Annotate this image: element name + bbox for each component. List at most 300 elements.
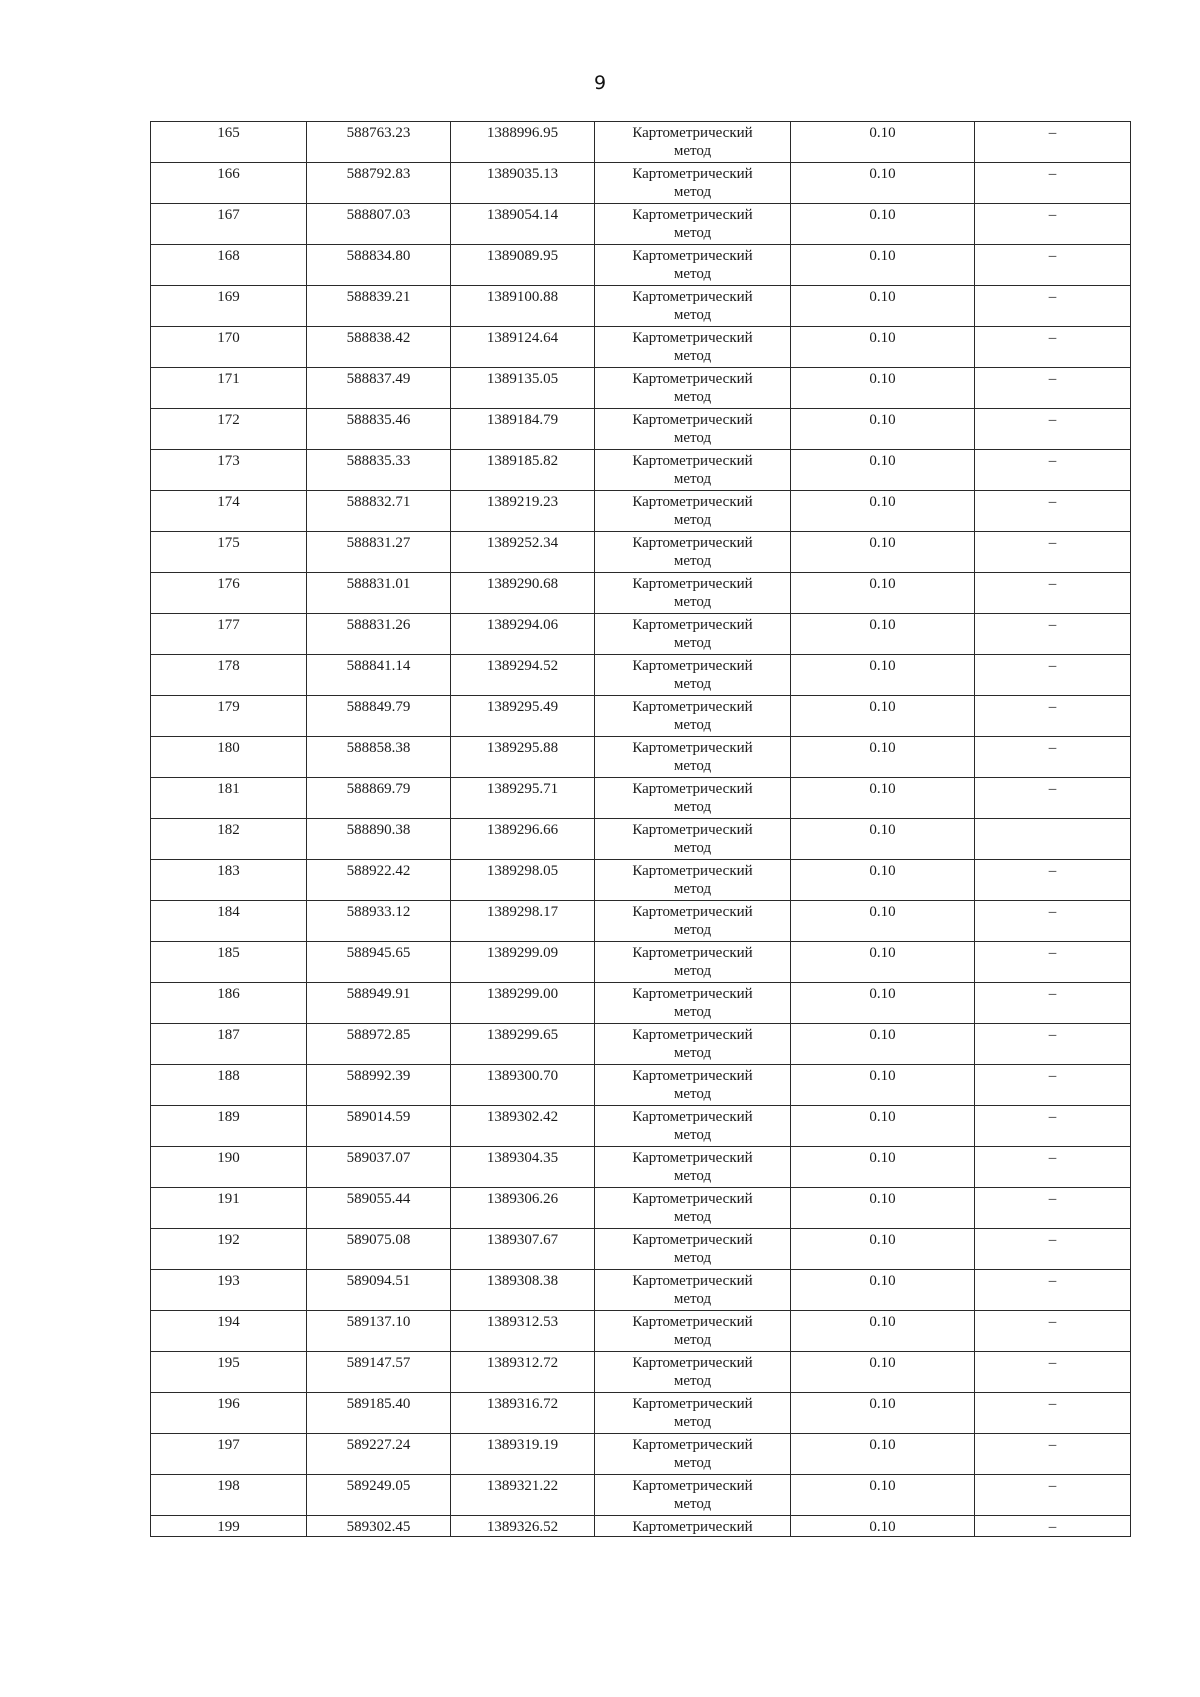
table-row <box>151 819 1131 860</box>
y-coordinate-cell: 1389306.26 <box>451 1188 595 1229</box>
y-coordinate-cell: 1389304.35 <box>451 1147 595 1188</box>
x-coordinate-cell: 588837.49 <box>307 368 451 409</box>
x-coordinate-cell: 588945.65 <box>307 942 451 983</box>
note-cell: – <box>975 1147 1131 1188</box>
point-number-cell: 168 <box>151 245 307 286</box>
note-cell: – <box>975 1393 1131 1434</box>
accuracy-cell: 0.10 <box>791 532 975 573</box>
accuracy-cell: 0.10 <box>791 819 975 860</box>
method-line-2: метод <box>673 471 712 487</box>
note-cell: – <box>975 204 1131 245</box>
x-coordinate-cell: 588831.27 <box>307 532 451 573</box>
method-cell <box>595 491 791 532</box>
method-line-2: метод <box>673 799 712 815</box>
x-coordinate-cell: 589249.05 <box>307 1475 451 1516</box>
point-number-cell: 195 <box>151 1352 307 1393</box>
point-number-cell: 167 <box>151 204 307 245</box>
x-coordinate-cell: 588922.42 <box>307 860 451 901</box>
x-coordinate-cell: 589147.57 <box>307 1352 451 1393</box>
accuracy-cell: 0.10 <box>791 778 975 819</box>
table-row <box>151 163 1131 204</box>
table-row <box>151 983 1131 1024</box>
method-line-1: Картометрический <box>632 822 753 838</box>
point-number-cell: 197 <box>151 1434 307 1475</box>
method-line-2: метод <box>673 389 712 405</box>
accuracy-cell: 0.10 <box>791 1106 975 1147</box>
method-line-1: Картометрический <box>632 1109 753 1125</box>
method-cell <box>595 1106 791 1147</box>
note-cell: – <box>975 122 1131 163</box>
method-line-1: Картометрический <box>632 1068 753 1084</box>
method-cell <box>595 942 791 983</box>
y-coordinate-cell: 1389124.64 <box>451 327 595 368</box>
note-cell: – <box>975 491 1131 532</box>
method-line-1: Картометрический <box>632 945 753 961</box>
point-number-cell: 178 <box>151 655 307 696</box>
method-line-2: метод <box>673 1455 712 1471</box>
table-row <box>151 532 1131 573</box>
table-row <box>151 1147 1131 1188</box>
accuracy-cell: 0.10 <box>791 286 975 327</box>
method-line-1: Картометрический <box>632 412 753 428</box>
method-cell <box>595 163 791 204</box>
method-cell <box>595 901 791 942</box>
y-coordinate-cell: 1389035.13 <box>451 163 595 204</box>
method-cell <box>595 409 791 450</box>
y-coordinate-cell: 1389326.52 <box>451 1516 595 1537</box>
method-line-1: Картометрический <box>632 494 753 510</box>
point-number-cell: 186 <box>151 983 307 1024</box>
table-row <box>151 1024 1131 1065</box>
point-number-cell: 191 <box>151 1188 307 1229</box>
note-cell: – <box>975 1516 1131 1537</box>
accuracy-cell: 0.10 <box>791 1352 975 1393</box>
accuracy-cell: 0.10 <box>791 368 975 409</box>
method-line-1: Картометрический <box>632 248 753 264</box>
method-line-2: метод <box>673 635 712 651</box>
method-line-1: Картометрический <box>632 453 753 469</box>
method-cell <box>595 860 791 901</box>
table-row <box>151 1475 1131 1516</box>
note-cell: – <box>975 1065 1131 1106</box>
method-cell <box>595 286 791 327</box>
point-number-cell: 175 <box>151 532 307 573</box>
x-coordinate-cell: 588835.46 <box>307 409 451 450</box>
method-cell <box>595 1147 791 1188</box>
point-number-cell: 187 <box>151 1024 307 1065</box>
x-coordinate-cell: 589055.44 <box>307 1188 451 1229</box>
method-line-2: метод <box>673 1496 712 1512</box>
point-number-cell: 183 <box>151 860 307 901</box>
method-line-2: метод <box>673 1004 712 1020</box>
y-coordinate-cell: 1389321.22 <box>451 1475 595 1516</box>
y-coordinate-cell: 1389302.42 <box>451 1106 595 1147</box>
y-coordinate-cell: 1389312.53 <box>451 1311 595 1352</box>
method-cell <box>595 778 791 819</box>
method-line-2: метод <box>673 348 712 364</box>
method-line-2: метод <box>673 922 712 938</box>
x-coordinate-cell: 588834.80 <box>307 245 451 286</box>
method-line-2: метод <box>673 1332 712 1348</box>
method-line-1: Картометрический <box>632 740 753 756</box>
accuracy-cell: 0.10 <box>791 1024 975 1065</box>
accuracy-cell: 0.10 <box>791 655 975 696</box>
y-coordinate-cell: 1389294.06 <box>451 614 595 655</box>
y-coordinate-cell: 1389316.72 <box>451 1393 595 1434</box>
y-coordinate-cell: 1389296.66 <box>451 819 595 860</box>
method-cell <box>595 1270 791 1311</box>
accuracy-cell: 0.10 <box>791 204 975 245</box>
x-coordinate-cell: 588835.33 <box>307 450 451 491</box>
method-line-2: метод <box>673 758 712 774</box>
x-coordinate-cell: 589094.51 <box>307 1270 451 1311</box>
point-number-cell: 165 <box>151 122 307 163</box>
table-row <box>151 1065 1131 1106</box>
method-cell <box>595 450 791 491</box>
table-row <box>151 1393 1131 1434</box>
note-cell: – <box>975 614 1131 655</box>
y-coordinate-cell: 1389184.79 <box>451 409 595 450</box>
method-line-2: метод <box>673 184 712 200</box>
x-coordinate-cell: 588841.14 <box>307 655 451 696</box>
note-cell: – <box>975 1270 1131 1311</box>
accuracy-cell: 0.10 <box>791 1393 975 1434</box>
method-line-1: Картометрический <box>632 863 753 879</box>
accuracy-cell: 0.10 <box>791 122 975 163</box>
method-cell <box>595 1434 791 1475</box>
note-cell: – <box>975 983 1131 1024</box>
y-coordinate-cell: 1388996.95 <box>451 122 595 163</box>
method-line-1: Картометрический <box>632 658 753 674</box>
method-line-2: метод <box>673 430 712 446</box>
x-coordinate-cell: 588949.91 <box>307 983 451 1024</box>
point-number-cell: 190 <box>151 1147 307 1188</box>
y-coordinate-cell: 1389298.05 <box>451 860 595 901</box>
note-cell: – <box>975 942 1131 983</box>
accuracy-cell: 0.10 <box>791 1147 975 1188</box>
y-coordinate-cell: 1389290.68 <box>451 573 595 614</box>
point-number-cell: 176 <box>151 573 307 614</box>
x-coordinate-cell: 588890.38 <box>307 819 451 860</box>
x-coordinate-cell: 588933.12 <box>307 901 451 942</box>
table-row <box>151 368 1131 409</box>
method-line-2: метод <box>673 676 712 692</box>
method-line-1: Картометрический <box>632 371 753 387</box>
method-line-2: метод <box>673 1414 712 1430</box>
accuracy-cell: 0.10 <box>791 1270 975 1311</box>
y-coordinate-cell: 1389299.00 <box>451 983 595 1024</box>
table-row <box>151 1311 1131 1352</box>
y-coordinate-cell: 1389100.88 <box>451 286 595 327</box>
note-cell: – <box>975 1106 1131 1147</box>
note-cell: – <box>975 1434 1131 1475</box>
note-cell: – <box>975 163 1131 204</box>
method-line-2: метод <box>673 553 712 569</box>
method-cell <box>595 614 791 655</box>
accuracy-cell: 0.10 <box>791 942 975 983</box>
method-cell <box>595 1475 791 1516</box>
note-cell: – <box>975 532 1131 573</box>
y-coordinate-cell: 1389308.38 <box>451 1270 595 1311</box>
method-line-2: метод <box>673 840 712 856</box>
point-number-cell: 192 <box>151 1229 307 1270</box>
table-row <box>151 1229 1131 1270</box>
accuracy-cell: 0.10 <box>791 1516 975 1537</box>
method-line-1: Картометрический <box>632 125 753 141</box>
table-row <box>151 573 1131 614</box>
table-row <box>151 655 1131 696</box>
x-coordinate-cell: 588838.42 <box>307 327 451 368</box>
method-line-1: Картометрический <box>632 1478 753 1494</box>
accuracy-cell: 0.10 <box>791 491 975 532</box>
y-coordinate-cell: 1389185.82 <box>451 450 595 491</box>
y-coordinate-cell: 1389135.05 <box>451 368 595 409</box>
table-row <box>151 1434 1131 1475</box>
x-coordinate-cell: 588858.38 <box>307 737 451 778</box>
method-line-2: метод <box>673 1086 712 1102</box>
method-cell <box>595 1516 791 1537</box>
method-line-2: метод <box>673 512 712 528</box>
note-cell: – <box>975 901 1131 942</box>
accuracy-cell: 0.10 <box>791 245 975 286</box>
x-coordinate-cell: 589075.08 <box>307 1229 451 1270</box>
y-coordinate-cell: 1389219.23 <box>451 491 595 532</box>
point-number-cell: 188 <box>151 1065 307 1106</box>
method-cell <box>595 327 791 368</box>
x-coordinate-cell: 589185.40 <box>307 1393 451 1434</box>
table-row <box>151 1352 1131 1393</box>
method-line-1: Картометрический <box>632 1437 753 1453</box>
method-cell <box>595 1393 791 1434</box>
method-line-1: Картометрический <box>632 535 753 551</box>
table-row <box>151 245 1131 286</box>
point-number-cell: 182 <box>151 819 307 860</box>
x-coordinate-cell: 588831.26 <box>307 614 451 655</box>
accuracy-cell: 0.10 <box>791 409 975 450</box>
x-coordinate-cell: 588832.71 <box>307 491 451 532</box>
point-number-cell: 174 <box>151 491 307 532</box>
method-line-2: метод <box>673 225 712 241</box>
y-coordinate-cell: 1389319.19 <box>451 1434 595 1475</box>
note-cell: – <box>975 1311 1131 1352</box>
x-coordinate-cell: 588763.23 <box>307 122 451 163</box>
point-number-cell: 185 <box>151 942 307 983</box>
table-row <box>151 778 1131 819</box>
table-row <box>151 860 1131 901</box>
point-number-cell: 193 <box>151 1270 307 1311</box>
note-cell: – <box>975 450 1131 491</box>
accuracy-cell: 0.10 <box>791 1434 975 1475</box>
accuracy-cell: 0.10 <box>791 450 975 491</box>
table-row <box>151 942 1131 983</box>
method-line-1: Картометрический <box>632 207 753 223</box>
y-coordinate-cell: 1389295.49 <box>451 696 595 737</box>
x-coordinate-cell: 588992.39 <box>307 1065 451 1106</box>
method-line-2: метод <box>673 717 712 733</box>
method-line-2: метод <box>673 594 712 610</box>
point-number-cell: 180 <box>151 737 307 778</box>
method-cell <box>595 532 791 573</box>
method-line-1: Картометрический <box>632 1232 753 1248</box>
y-coordinate-cell: 1389295.88 <box>451 737 595 778</box>
table-row <box>151 696 1131 737</box>
x-coordinate-cell: 589014.59 <box>307 1106 451 1147</box>
accuracy-cell: 0.10 <box>791 614 975 655</box>
method-line-2: метод <box>673 266 712 282</box>
x-coordinate-cell: 589037.07 <box>307 1147 451 1188</box>
y-coordinate-cell: 1389295.71 <box>451 778 595 819</box>
point-number-cell: 189 <box>151 1106 307 1147</box>
method-cell <box>595 655 791 696</box>
x-coordinate-cell: 588869.79 <box>307 778 451 819</box>
y-coordinate-cell: 1389299.09 <box>451 942 595 983</box>
method-line-2: метод <box>673 881 712 897</box>
accuracy-cell: 0.10 <box>791 696 975 737</box>
method-cell <box>595 819 791 860</box>
coordinates-table <box>150 121 1131 1537</box>
method-cell <box>595 204 791 245</box>
y-coordinate-cell: 1389307.67 <box>451 1229 595 1270</box>
method-line-2: метод <box>673 1209 712 1225</box>
method-cell <box>595 1229 791 1270</box>
accuracy-cell: 0.10 <box>791 1229 975 1270</box>
method-line-1: Картометрический <box>632 1519 753 1535</box>
y-coordinate-cell: 1389089.95 <box>451 245 595 286</box>
accuracy-cell: 0.10 <box>791 1188 975 1229</box>
table-row <box>151 409 1131 450</box>
point-number-cell: 171 <box>151 368 307 409</box>
method-cell <box>595 696 791 737</box>
method-line-1: Картометрический <box>632 781 753 797</box>
note-cell: – <box>975 368 1131 409</box>
page-number: 9 <box>593 72 607 94</box>
note-cell: – <box>975 1475 1131 1516</box>
table-row <box>151 1270 1131 1311</box>
method-line-1: Картометрический <box>632 1355 753 1371</box>
method-line-2: метод <box>673 1291 712 1307</box>
x-coordinate-cell: 588972.85 <box>307 1024 451 1065</box>
note-cell: – <box>975 1352 1131 1393</box>
table-row <box>151 327 1131 368</box>
accuracy-cell: 0.10 <box>791 860 975 901</box>
point-number-cell: 199 <box>151 1516 307 1537</box>
method-line-1: Картометрический <box>632 1027 753 1043</box>
table-row <box>151 491 1131 532</box>
method-line-1: Картометрический <box>632 1273 753 1289</box>
y-coordinate-cell: 1389312.72 <box>451 1352 595 1393</box>
table-row <box>151 286 1131 327</box>
method-line-2: метод <box>673 307 712 323</box>
x-coordinate-cell: 588792.83 <box>307 163 451 204</box>
table-row <box>151 450 1131 491</box>
note-cell: – <box>975 327 1131 368</box>
y-coordinate-cell: 1389054.14 <box>451 204 595 245</box>
table-row <box>151 122 1131 163</box>
y-coordinate-cell: 1389252.34 <box>451 532 595 573</box>
y-coordinate-cell: 1389298.17 <box>451 901 595 942</box>
accuracy-cell: 0.10 <box>791 901 975 942</box>
method-cell <box>595 737 791 778</box>
note-cell: – <box>975 860 1131 901</box>
method-line-2: метод <box>673 963 712 979</box>
point-number-cell: 194 <box>151 1311 307 1352</box>
method-cell <box>595 122 791 163</box>
note-cell: – <box>975 573 1131 614</box>
accuracy-cell: 0.10 <box>791 1065 975 1106</box>
y-coordinate-cell: 1389294.52 <box>451 655 595 696</box>
x-coordinate-cell: 589227.24 <box>307 1434 451 1475</box>
accuracy-cell: 0.10 <box>791 1475 975 1516</box>
x-coordinate-cell: 588807.03 <box>307 204 451 245</box>
method-cell <box>595 1311 791 1352</box>
table-row <box>151 204 1131 245</box>
method-cell <box>595 368 791 409</box>
note-cell: – <box>975 655 1131 696</box>
point-number-cell: 184 <box>151 901 307 942</box>
point-number-cell: 196 <box>151 1393 307 1434</box>
y-coordinate-cell: 1389300.70 <box>451 1065 595 1106</box>
table-row <box>151 901 1131 942</box>
point-number-cell: 169 <box>151 286 307 327</box>
note-cell <box>975 819 1131 860</box>
method-line-1: Картометрический <box>632 330 753 346</box>
point-number-cell: 172 <box>151 409 307 450</box>
y-coordinate-cell: 1389299.65 <box>451 1024 595 1065</box>
point-number-cell: 166 <box>151 163 307 204</box>
point-number-cell: 179 <box>151 696 307 737</box>
table-row <box>151 614 1131 655</box>
method-line-1: Картометрический <box>632 1314 753 1330</box>
note-cell: – <box>975 696 1131 737</box>
point-number-cell: 170 <box>151 327 307 368</box>
x-coordinate-cell: 588839.21 <box>307 286 451 327</box>
method-cell <box>595 983 791 1024</box>
method-cell <box>595 573 791 614</box>
point-number-cell: 181 <box>151 778 307 819</box>
note-cell: – <box>975 245 1131 286</box>
method-line-2: метод <box>673 1127 712 1143</box>
method-cell <box>595 245 791 286</box>
accuracy-cell: 0.10 <box>791 327 975 368</box>
method-line-1: Картометрический <box>632 1150 753 1166</box>
method-cell <box>595 1352 791 1393</box>
table-body <box>151 122 1131 1537</box>
note-cell: – <box>975 778 1131 819</box>
point-number-cell: 173 <box>151 450 307 491</box>
note-cell: – <box>975 409 1131 450</box>
note-cell: – <box>975 737 1131 778</box>
x-coordinate-cell: 589137.10 <box>307 1311 451 1352</box>
accuracy-cell: 0.10 <box>791 1311 975 1352</box>
note-cell: – <box>975 1229 1131 1270</box>
accuracy-cell: 0.10 <box>791 737 975 778</box>
method-cell <box>595 1065 791 1106</box>
point-number-cell: 177 <box>151 614 307 655</box>
table-row <box>151 1106 1131 1147</box>
point-number-cell: 198 <box>151 1475 307 1516</box>
method-line-2: метод <box>673 1168 712 1184</box>
accuracy-cell: 0.10 <box>791 983 975 1024</box>
accuracy-cell: 0.10 <box>791 163 975 204</box>
x-coordinate-cell: 589302.45 <box>307 1516 451 1537</box>
accuracy-cell: 0.10 <box>791 573 975 614</box>
method-line-2: метод <box>673 1045 712 1061</box>
method-line-2: метод <box>673 1373 712 1389</box>
method-cell <box>595 1024 791 1065</box>
table-row <box>151 1188 1131 1229</box>
method-line-1: Картометрический <box>632 904 753 920</box>
note-cell: – <box>975 286 1131 327</box>
